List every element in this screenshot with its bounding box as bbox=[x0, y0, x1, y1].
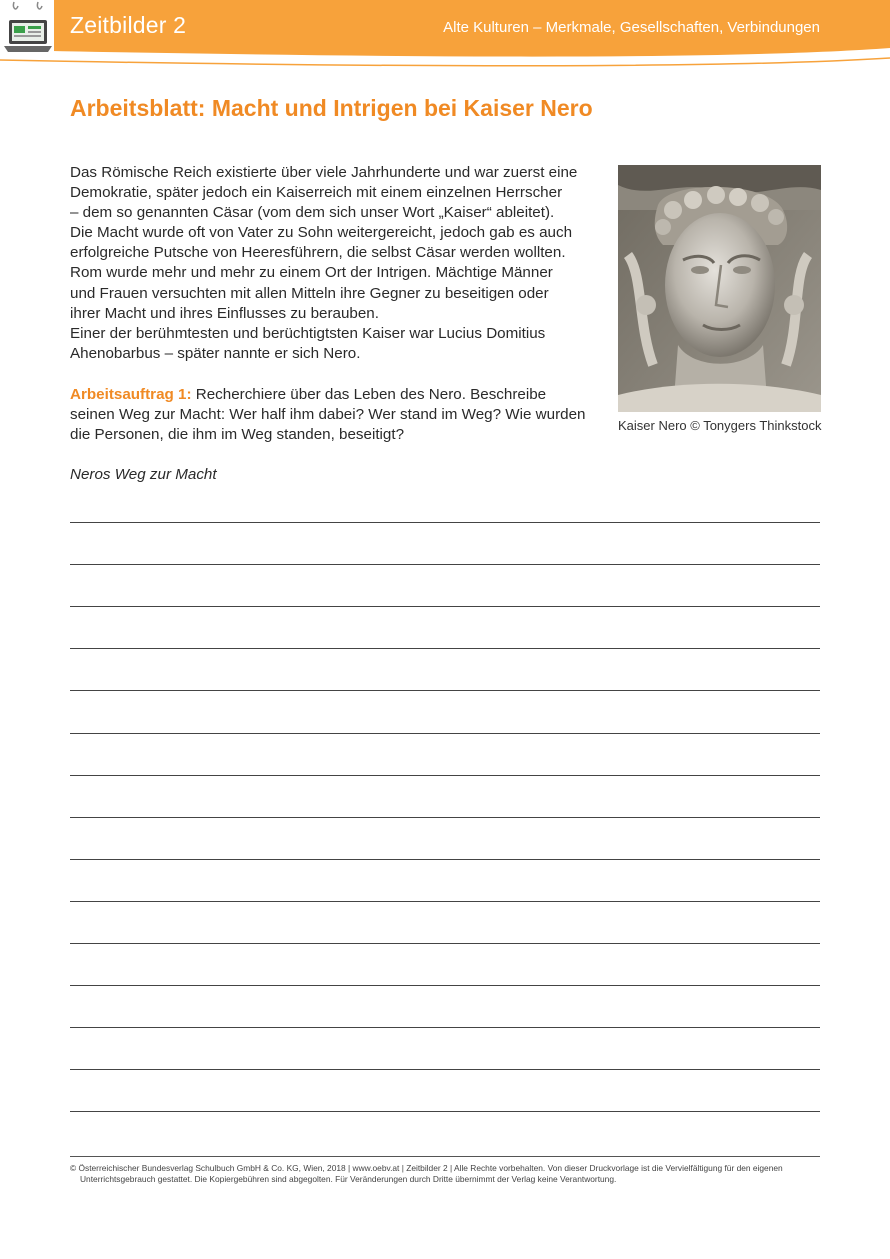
answer-heading: Neros Weg zur Macht bbox=[70, 466, 217, 483]
sculpture-illustration bbox=[618, 165, 821, 412]
intro-line: erfolgreiche Putsche von Heeresführern, die selbst Cäsar werden wollten. bbox=[70, 244, 566, 262]
writing-line bbox=[70, 606, 820, 607]
laptop-icon bbox=[0, 0, 54, 58]
footer-divider bbox=[70, 1156, 820, 1157]
footer-line: Unterrichtsgebrauch gestattet. Die Kopiergebühren sind abgegolten. Für Veränderungen durch Dritte übernimmt der Verlag keine Verantwortung. bbox=[80, 1174, 617, 1184]
writing-line bbox=[70, 859, 820, 860]
task-line: die Personen, die ihm im Weg standen, beseitigt? bbox=[70, 426, 405, 444]
footer-line: © Österreichischer Bundesverlag Schulbuch GmbH & Co. KG, Wien, 2018 | www.oebv.at | Zeitbilder 2 | Alle Rechte vorbehalten. Von dieser Druckvorlage ist die Vervielfältigung für den eigenen bbox=[70, 1163, 783, 1173]
intro-line: und Frauen versuchten mit allen Mitteln ihre Gegner zu beseitigen oder bbox=[70, 284, 549, 302]
task-text: Recherchiere über das Leben des Nero. Beschreibe bbox=[191, 386, 547, 403]
intro-line: Ahenobarbus – später nannte er sich Nero. bbox=[70, 344, 361, 362]
writing-line bbox=[70, 1111, 820, 1112]
photo-caption: Kaiser Nero © Tonygers Thinkstock bbox=[618, 418, 822, 433]
task-line bbox=[70, 385, 610, 405]
intro-line: ihrer Macht und ihres Einflusses zu berauben. bbox=[70, 304, 379, 322]
series-subtitle: Alte Kulturen – Merkmale, Gesellschaften, Verbindungen bbox=[443, 19, 820, 36]
writing-line bbox=[70, 1027, 820, 1028]
writing-line bbox=[70, 985, 820, 986]
footer-copyright bbox=[70, 1163, 830, 1185]
writing-line bbox=[70, 690, 820, 691]
writing-line bbox=[70, 733, 820, 734]
task-instructions bbox=[70, 385, 610, 445]
brand-title: Zeitbilder 2 bbox=[70, 12, 187, 38]
worksheet-title: Arbeitsblatt: Macht und Intrigen bei Kaiser Nero bbox=[70, 95, 593, 121]
intro-line: Die Macht wurde oft von Vater zu Sohn weitergereicht, jedoch gab es auch bbox=[70, 224, 573, 242]
intro-paragraph bbox=[70, 163, 600, 364]
nero-sculpture-photo bbox=[618, 165, 821, 412]
intro-line: Demokratie, später jedoch ein Kaiserreich mit einem einzelnen Herrscher bbox=[70, 184, 563, 202]
writing-line bbox=[70, 943, 820, 944]
writing-line bbox=[70, 522, 820, 523]
task-line: seinen Weg zur Macht: Wer half ihm dabei? Wer stand im Weg? Wie wurden bbox=[70, 406, 586, 424]
task-label: Arbeitsauftrag 1: bbox=[70, 386, 192, 403]
writing-line bbox=[70, 564, 820, 565]
writing-line bbox=[70, 817, 820, 818]
writing-line bbox=[70, 775, 820, 776]
writing-line bbox=[70, 901, 820, 902]
header-band bbox=[0, 0, 890, 70]
writing-line bbox=[70, 1069, 820, 1070]
intro-line: Das Römische Reich existierte über viele Jahrhunderte und war zuerst eine bbox=[70, 164, 578, 181]
writing-line bbox=[70, 648, 820, 649]
intro-line: – dem so genannten Cäsar (vom dem sich unser Wort „Kaiser“ ableitet). bbox=[70, 204, 555, 222]
intro-line: Einer der berühmtesten und berüchtigtsten Kaiser war Lucius Domitius bbox=[70, 324, 546, 342]
intro-line: Rom wurde mehr und mehr zu einem Ort der Intrigen. Mächtige Männer bbox=[70, 264, 553, 282]
